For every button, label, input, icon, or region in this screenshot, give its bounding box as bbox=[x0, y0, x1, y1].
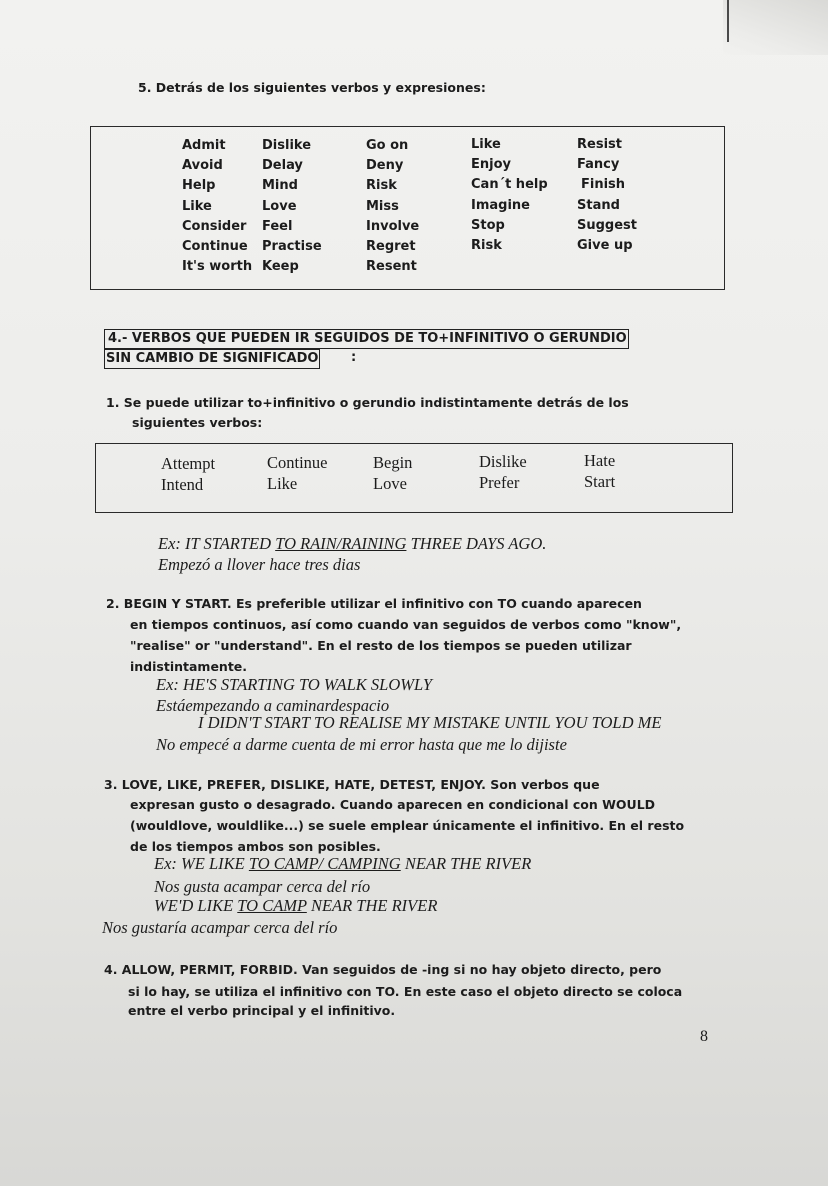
item4-line3: entre el verbo principal y el infinitivo. bbox=[128, 1003, 396, 1018]
item3-line4: de los tiempos ambos son posibles. bbox=[130, 839, 381, 854]
verb: Stand bbox=[577, 197, 620, 213]
example-text: NEAR THE RIVER bbox=[400, 854, 532, 873]
verb: Imagine bbox=[471, 197, 530, 213]
verb: Intend bbox=[161, 475, 204, 494]
verb2-column-1 bbox=[161, 453, 215, 495]
verb: Feel bbox=[262, 218, 293, 234]
item4-line2: si lo hay, se utiliza el infinitivo con TO. En este caso el objeto directo se coloca bbox=[128, 984, 683, 999]
example-text: Ex: WE LIKE bbox=[154, 854, 249, 873]
verb-column-5 bbox=[577, 135, 637, 256]
item4-line1: 4. ALLOW, PERMIT, FORBID. Van seguidos de -ing si no hay objeto directo, pero bbox=[104, 962, 662, 977]
example-text: Ex: IT STARTED bbox=[158, 534, 276, 553]
verb2-column-4 bbox=[479, 451, 527, 493]
verb-column-2 bbox=[262, 136, 322, 277]
page-number: 8 bbox=[700, 1028, 708, 1045]
example-text: THREE DAYS AGO. bbox=[406, 534, 547, 553]
verb: Begin bbox=[373, 453, 413, 472]
verb: Miss bbox=[366, 198, 399, 214]
verb: Enjoy bbox=[471, 157, 511, 173]
item1-line2: siguientes verbos: bbox=[132, 415, 263, 430]
verb: Like bbox=[267, 474, 298, 493]
item3-line3: (wouldlove, wouldlike...) se suele emplear únicamente el infinitivo. En el resto bbox=[130, 818, 685, 833]
verb: Mind bbox=[262, 178, 298, 194]
section-5-title: 5. Detrás de los siguientes verbos y expresiones: bbox=[138, 80, 486, 95]
verb: Practise bbox=[262, 239, 322, 255]
item3-example2-translation: Nos gustaría acampar cerca del río bbox=[102, 918, 338, 937]
page-corner-shadow bbox=[723, 0, 828, 55]
verb: Keep bbox=[262, 259, 299, 275]
verb: Attempt bbox=[161, 454, 216, 473]
verb: Deny bbox=[366, 158, 404, 174]
page-corner-edge bbox=[727, 0, 729, 42]
verb: Risk bbox=[471, 238, 502, 254]
item3-line1: 3. LOVE, LIKE, PREFER, DISLIKE, HATE, DETEST, ENJOY. Son verbos que bbox=[104, 777, 600, 792]
verb: Regret bbox=[366, 239, 416, 255]
item3-example2 bbox=[154, 895, 437, 916]
verb: Hate bbox=[584, 451, 616, 470]
verb-column-4 bbox=[471, 135, 548, 256]
verb: Involve bbox=[366, 218, 420, 234]
item1-line1: 1. Se puede utilizar to+infinitivo o gerundio indistintamente detrás de los bbox=[106, 395, 629, 410]
item2-line1: 2. BEGIN Y START. Es preferible utilizar el infinitivo con TO cuando aparecen bbox=[106, 596, 642, 611]
item2-line4: indistintamente. bbox=[130, 659, 248, 674]
item1-example bbox=[158, 533, 546, 554]
verb: Continue bbox=[267, 453, 328, 472]
verb-column-1 bbox=[182, 136, 252, 277]
verb: Admit bbox=[182, 138, 226, 153]
verb: Delay bbox=[262, 158, 303, 174]
verb: Like bbox=[471, 137, 501, 152]
section-4-heading-line1: 4.- VERBOS QUE PUEDEN IR SEGUIDOS DE TO+INFINITIVO O GERUNDIO bbox=[104, 329, 629, 349]
item3-line2: expresan gusto o desagrado. Cuando aparecen en condicional con WOULD bbox=[130, 797, 656, 812]
verb: Love bbox=[262, 198, 297, 214]
item2-example2: I DIDN'T START TO REALISE MY MISTAKE UNTIL YOU TOLD ME bbox=[198, 713, 662, 732]
verb2-column-5 bbox=[584, 450, 615, 492]
item1-translation: Empezó a llover hace tres dias bbox=[158, 555, 361, 574]
item2-line3: "realise" or "understand". En el resto de los tiempos se pueden utilizar bbox=[130, 638, 632, 653]
verb: It's worth bbox=[182, 259, 253, 275]
verb: Dislike bbox=[479, 452, 527, 471]
verb: Resist bbox=[577, 137, 622, 152]
verb: Continue bbox=[182, 239, 248, 255]
verb: Can´t help bbox=[471, 177, 548, 193]
verb: Go on bbox=[366, 138, 409, 153]
verb: Consider bbox=[182, 218, 247, 234]
example-underlined: TO CAMP bbox=[237, 896, 307, 915]
verb: Risk bbox=[366, 178, 397, 194]
verb2-column-3 bbox=[373, 452, 412, 494]
verb: Like bbox=[182, 198, 212, 214]
verb: Help bbox=[182, 178, 216, 194]
verb: Dislike bbox=[262, 138, 312, 153]
example-text: NEAR THE RIVER bbox=[306, 896, 438, 915]
verb: Stop bbox=[471, 217, 505, 233]
verb: Suggest bbox=[577, 217, 637, 233]
item3-example1 bbox=[154, 853, 531, 874]
verb: Finish bbox=[581, 177, 626, 193]
item2-example1: Ex: HE'S STARTING TO WALK SLOWLY bbox=[156, 675, 433, 694]
verb: Love bbox=[373, 474, 407, 493]
verb-column-3 bbox=[366, 136, 419, 277]
item3-example1-translation: Nos gusta acampar cerca del río bbox=[154, 877, 371, 896]
section-4-heading-line2: SIN CAMBIO DE SIGNIFICADO bbox=[104, 349, 320, 369]
verb: Give up bbox=[577, 238, 633, 254]
verb: Avoid bbox=[182, 158, 223, 174]
verb: Start bbox=[584, 472, 616, 491]
example-underlined: TO RAIN/RAINING bbox=[275, 534, 407, 553]
item2-example2-translation: No empecé a darme cuenta de mi error hasta que me lo dijiste bbox=[156, 735, 567, 754]
example-underlined: TO CAMP/ CAMPING bbox=[248, 854, 401, 873]
example-text: WE'D LIKE bbox=[154, 896, 238, 915]
verb: Resent bbox=[366, 259, 417, 275]
verb: Prefer bbox=[479, 473, 520, 492]
item2-line2: en tiempos continuos, así como cuando van seguidos de verbos como "know", bbox=[130, 617, 682, 632]
item2-example1-translation: Estáempezando a caminardespacio bbox=[156, 696, 390, 715]
section-4-heading-colon: : bbox=[351, 350, 357, 365]
verb: Fancy bbox=[577, 157, 620, 173]
verb2-column-2 bbox=[267, 452, 328, 494]
